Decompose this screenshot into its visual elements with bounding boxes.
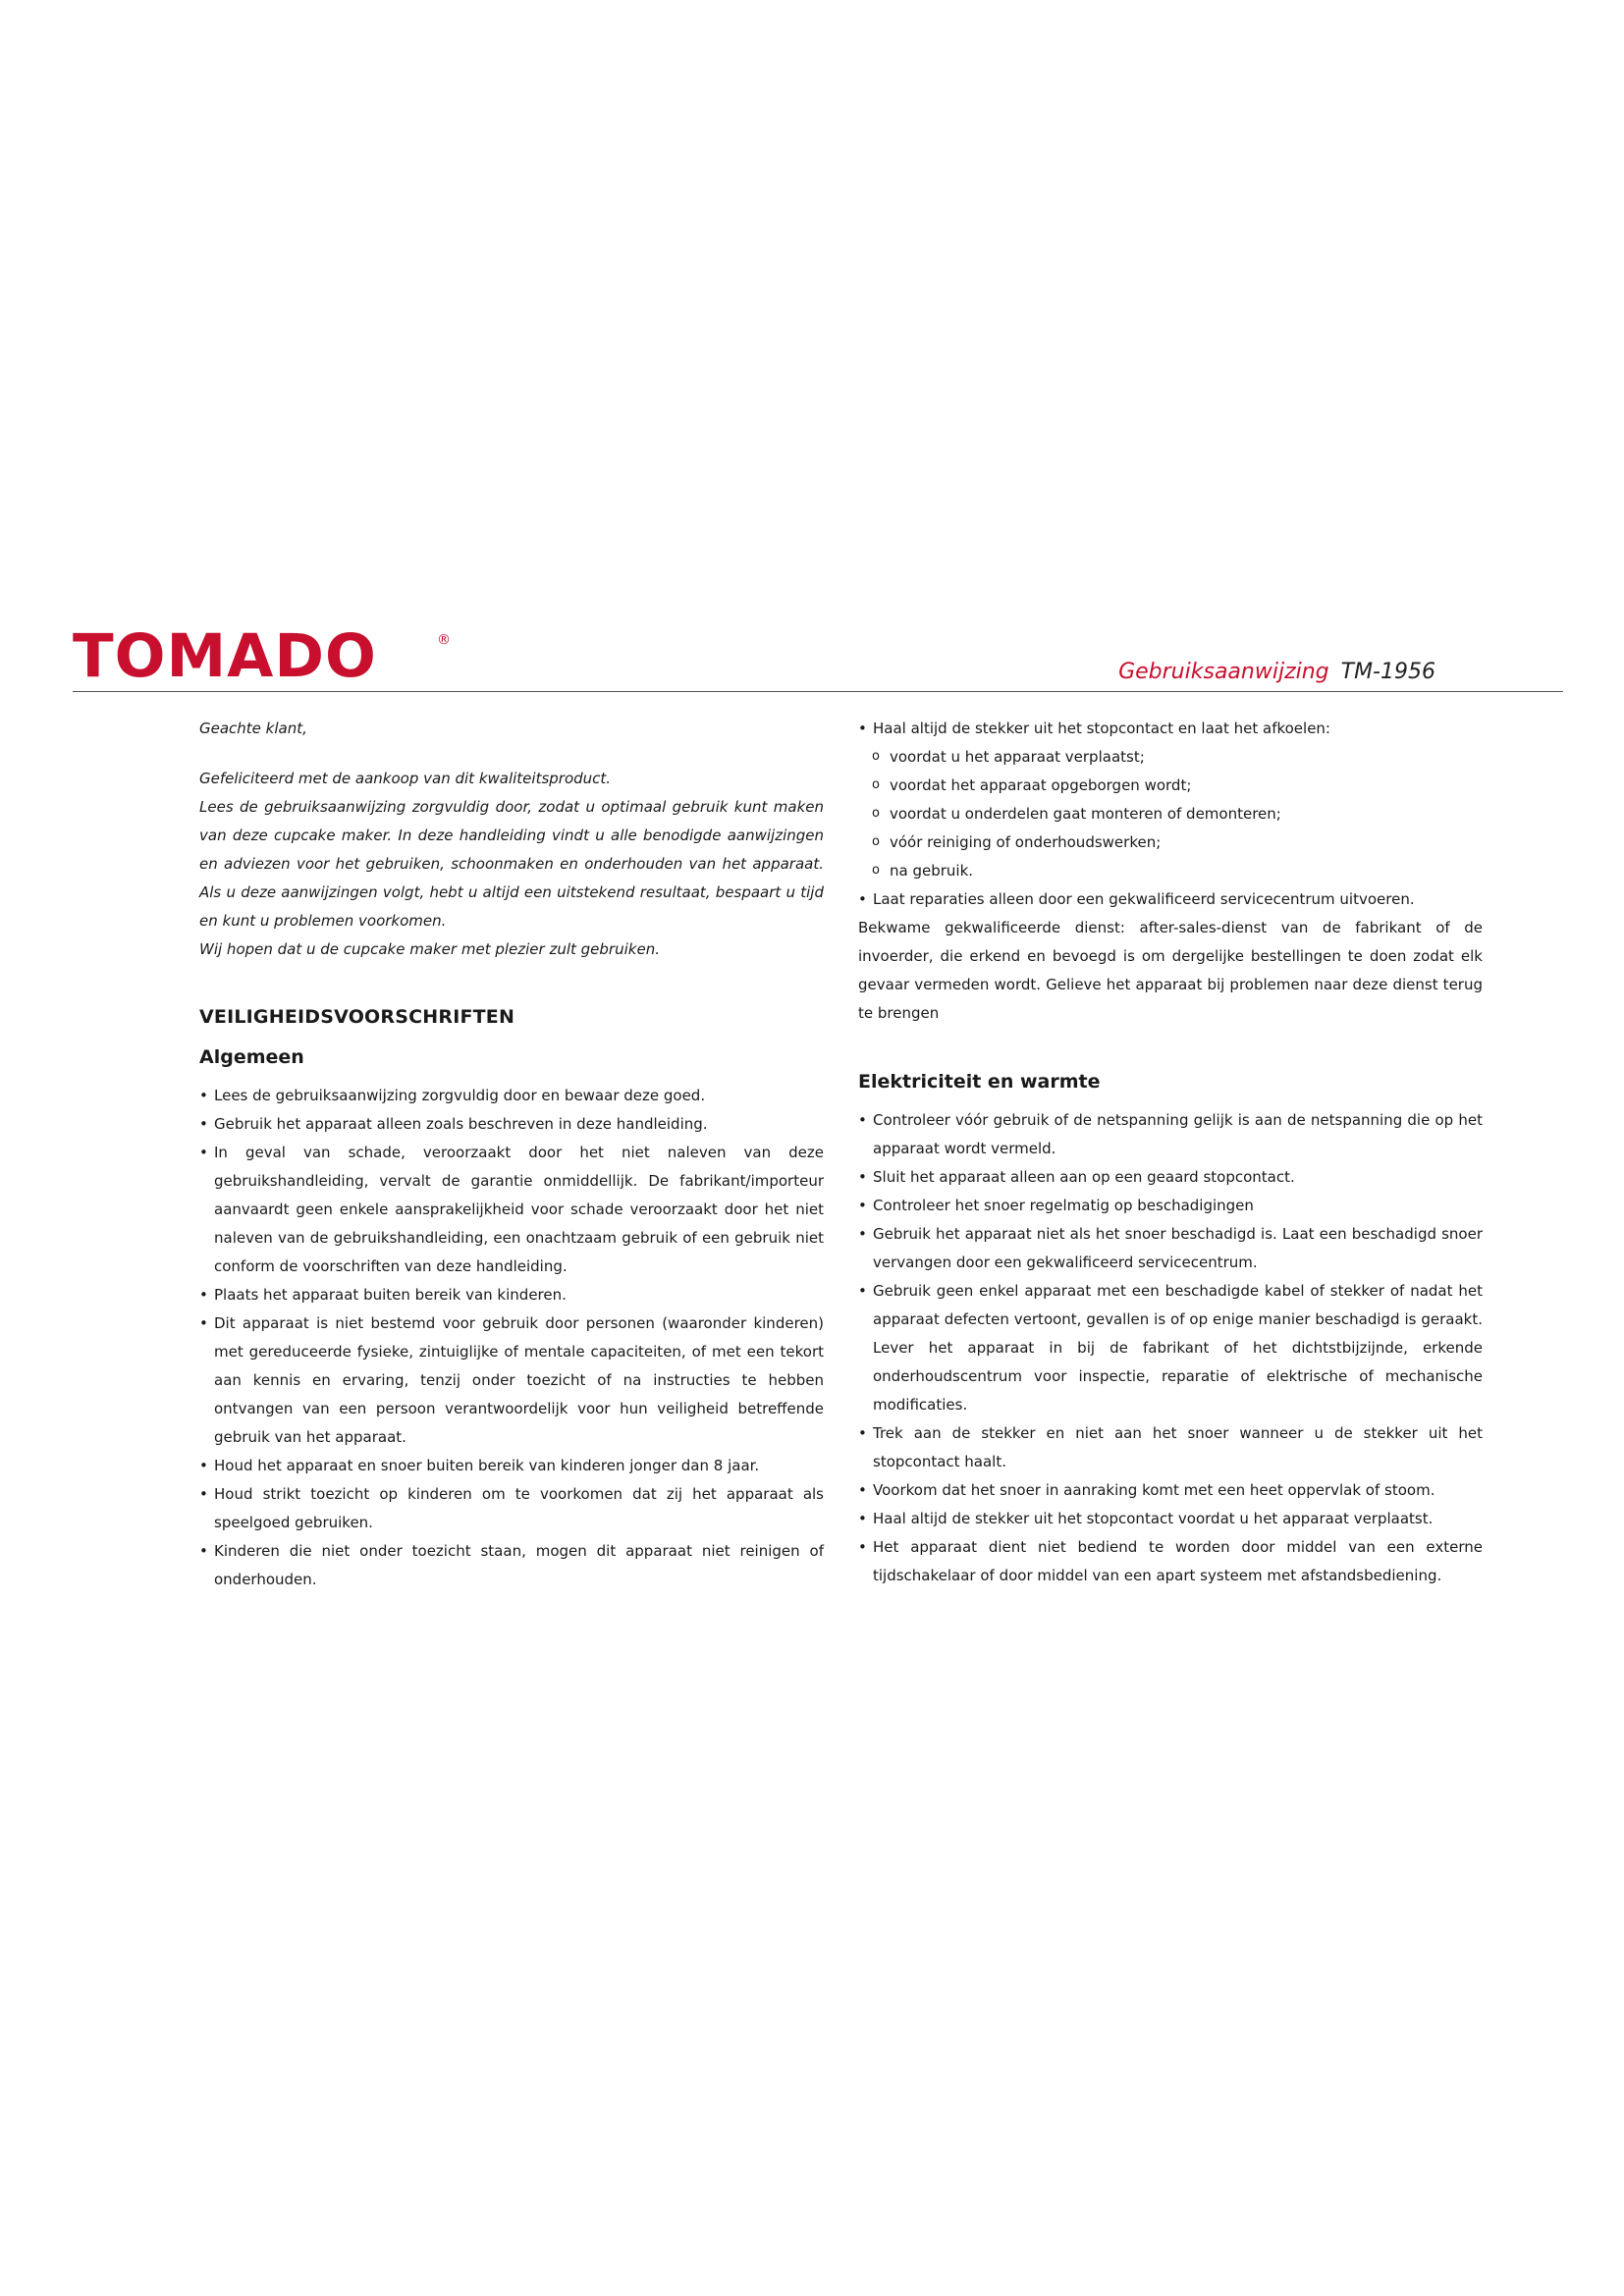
unplug-list: [858, 715, 1483, 743]
list-item: • Het apparaat dient niet bediend te worden door middel van een externe tijdschakelaar of door middel van een apart systeem met afstandsbediening.: [858, 1533, 1483, 1590]
list-item: • In geval van schade, veroorzaakt door het niet naleven van deze gebruikshandleiding, vervalt de garantie onmiddellijk. De fabrikant/importeur aanvaardt geen enkele aansprakelijkheid voor schade veroorzaakt door het niet naleven van de gebruikshandleiding, een onachtzaam gebruik of een gebruik niet conform de voorschriften van deze handleiding.: [199, 1139, 824, 1281]
document-title-label: Gebruiksaanwijzing: [1118, 660, 1329, 684]
sub-list-item: o voordat u onderdelen gaat monteren of demonteren;: [872, 800, 1483, 828]
registered-mark: ®: [437, 632, 451, 648]
sub-list-item: o voordat het apparaat opgeborgen wordt;: [872, 772, 1483, 800]
unplug-intro: Haal altijd de stekker uit het stopcontact en laat het afkoelen:: [873, 720, 1330, 737]
list-item: [858, 715, 1483, 743]
right-column: [858, 715, 1483, 1590]
sub-list-item: o na gebruik.: [872, 857, 1483, 885]
sub-list-item: o voordat u het apparaat verplaatst;: [872, 743, 1483, 772]
list-item: • Dit apparaat is niet bestemd voor gebruik door personen (waaronder kinderen) met gereduceerde fysieke, zintuiglijke of mentale capaciteiten, of met een tekort aan kennis en ervaring, tenzij onder toezicht of na instructies te hebben ontvangen van een persoon verantwoordelijk voor hun veiligheid betreffende gebruik van het apparaat.: [199, 1309, 824, 1452]
list-item: • Gebruik het apparaat alleen zoals beschreven in deze handleiding.: [199, 1110, 824, 1139]
service-note: Bekwame gekwalificeerde dienst: after-sales-dienst van de fabrikant of de invoerder, die erkend en bevoegd is om dergelijke bestellingen te doen zodat elk gevaar vermeden wordt. Gelieve het apparaat bij problemen naar deze dienst terug te brengen: [858, 919, 1483, 1022]
repairs-list: [858, 885, 1483, 914]
sub-list-item: o vóór reiniging of onderhoudswerken;: [872, 828, 1483, 857]
list-item: • Voorkom dat het snoer in aanraking komt met een heet oppervlak of stoom.: [858, 1476, 1483, 1505]
list-item: • Controleer vóór gebruik of de netspanning gelijk is aan de netspanning die op het apparaat wordt vermeld.: [858, 1106, 1483, 1163]
intro-paragraph: Lees de gebruiksaanwijzing zorgvuldig door, zodat u optimaal gebruik kunt maken van deze cupcake maker. In deze handleiding vindt u alle benodigde aanwijzingen en adviezen voor het gebruiken, schoonmaken en onderhouden van het apparaat. Als u deze aanwijzingen volgt, hebt u altijd een uitstekend resultaat, bespaart u tijd en kunt u problemen voorkomen.: [199, 798, 824, 930]
list-item: • Sluit het apparaat alleen aan op een geaard stopcontact.: [858, 1163, 1483, 1192]
list-item: • Plaats het apparaat buiten bereik van kinderen.: [199, 1281, 824, 1309]
electric-rules-list: [858, 1106, 1483, 1590]
list-item: • Houd strikt toezicht op kinderen om te voorkomen dat zij het apparaat als speelgoed gebruiken.: [199, 1480, 824, 1537]
intro-closing: Wij hopen dat u de cupcake maker met plezier zult gebruiken.: [199, 940, 660, 958]
tomado-logo: TOMADO: [73, 621, 377, 691]
document-title: [1118, 660, 1435, 684]
safety-heading: VEILIGHEIDSVOORSCHRIFTEN: [199, 1006, 515, 1028]
unplug-sublist: [858, 743, 1483, 885]
list-item: • Kinderen die niet onder toezicht staan, mogen dit apparaat niet reinigen of onderhouden.: [199, 1537, 824, 1594]
list-item: • Gebruik het apparaat niet als het snoer beschadigd is. Laat een beschadigd snoer vervangen door een gekwalificeerd servicecentrum.: [858, 1220, 1483, 1277]
congratulations: Gefeliciteerd met de aankoop van dit kwaliteitsproduct.: [199, 770, 612, 787]
electric-heading: Elektriciteit en warmte: [858, 1071, 1101, 1093]
list-item: • Haal altijd de stekker uit het stopcontact voordat u het apparaat verplaatst.: [858, 1505, 1483, 1533]
page-header: [73, 621, 1563, 693]
greeting: Geachte klant,: [199, 720, 307, 737]
general-rules-list: [199, 1082, 824, 1594]
list-item: • Gebruik geen enkel apparaat met een beschadigde kabel of stekker of nadat het apparaat defecten vertoont, gevallen is of op enige manier beschadigd is geraakt. Lever het apparaat in bij de fabrikant of het dichtstbijzijnde, erkende onderhoudscentrum voor inspectie, reparatie of elektrische of mechanische modificaties.: [858, 1277, 1483, 1419]
list-item: • Trek aan de stekker en niet aan het snoer wanneer u de stekker uit het stopcontact haalt.: [858, 1419, 1483, 1476]
list-item: • Controleer het snoer regelmatig op beschadigingen: [858, 1192, 1483, 1220]
model-number: TM-1956: [1340, 660, 1435, 684]
list-item: • Houd het apparaat en snoer buiten bereik van kinderen jonger dan 8 jaar.: [199, 1452, 824, 1480]
general-heading: Algemeen: [199, 1046, 304, 1068]
left-column: [199, 715, 824, 1594]
list-item: • Lees de gebruiksaanwijzing zorgvuldig door en bewaar deze goed.: [199, 1082, 824, 1110]
header-divider: [73, 691, 1563, 692]
list-item: • Laat reparaties alleen door een gekwalificeerd servicecentrum uitvoeren.: [858, 885, 1483, 914]
